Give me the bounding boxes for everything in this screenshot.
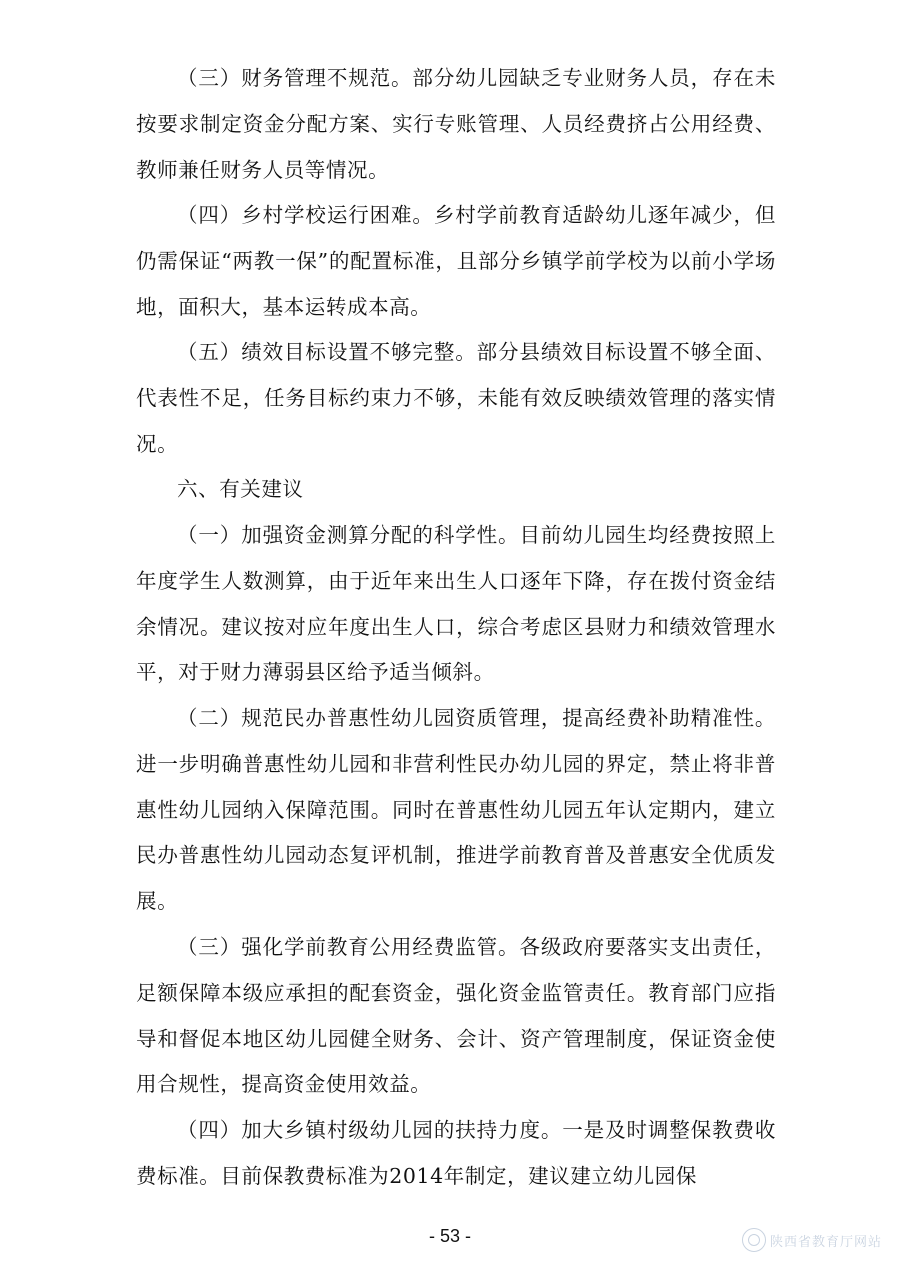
paragraph-rural-schools: （四）乡村学校运行困难。乡村学前教育适龄幼儿逐年减少，但仍需保证“两教一保”的配置标准，且部分乡镇学前学校为以前小学场地，面积大，基本运转成本高。 [136,203,776,319]
paragraph-finance-management: （三）财务管理不规范。部分幼儿园缺乏专业财务人员，存在未按要求制定资金分配方案、实行专账管理、人员经费挤占公用经费、教师兼任财务人员等情况。 [136,66,776,182]
paragraph-private-kindergartens: （二）规范民办普惠性幼儿园资质管理，提高经费补助精准性。进一步明确普惠性幼儿园和非营利性民办幼儿园的界定，禁止将非普惠性幼儿园纳入保障范围。同时在普惠性幼儿园五年认定期内，建立民办普惠性幼儿园动态复评机制，推进学前教育普及普惠安全优质发展。 [136,706,776,914]
paragraph-fund-allocation: （一）加强资金测算分配的科学性。目前幼儿园生均经费按照上年度学生人数测算，由于近年来出生人口逐年下降，存在拨付资金结余情况。建议按对应年度出生人口，综合考虑区县财力和绩效管理水平，对于财力薄弱县区给予适当倾斜。 [136,523,776,685]
paragraph-public-funding-supervision: （三）强化学前教育公用经费监管。各级政府要落实支出责任，足额保障本级应承担的配套资金，强化资金监管责任。教育部门应指导和督促本地区幼儿园健全财务、会计、资产管理制度，保证资金使用合规性，提高资金使用效益。 [136,935,776,1097]
paragraph-rural-support: （四）加大乡镇村级幼儿园的扶持力度。一是及时调整保教费收费标准。目前保教费标准为2014年制定，建议建立幼儿园保 [136,1118,776,1188]
watermark-logo-icon [742,1228,766,1252]
site-watermark [742,1228,882,1252]
section-heading-suggestions: 六、有关建议 [177,477,304,501]
watermark-text: 陕西省教育厅网站 [769,1234,882,1250]
paragraph-performance-targets: （五）绩效目标设置不够完整。部分县绩效目标设置不够全面、代表性不足，任务目标约束力不够，未能有效反映绩效管理的落实情况。 [136,340,776,456]
page-number: - 53 - [428,1226,471,1246]
